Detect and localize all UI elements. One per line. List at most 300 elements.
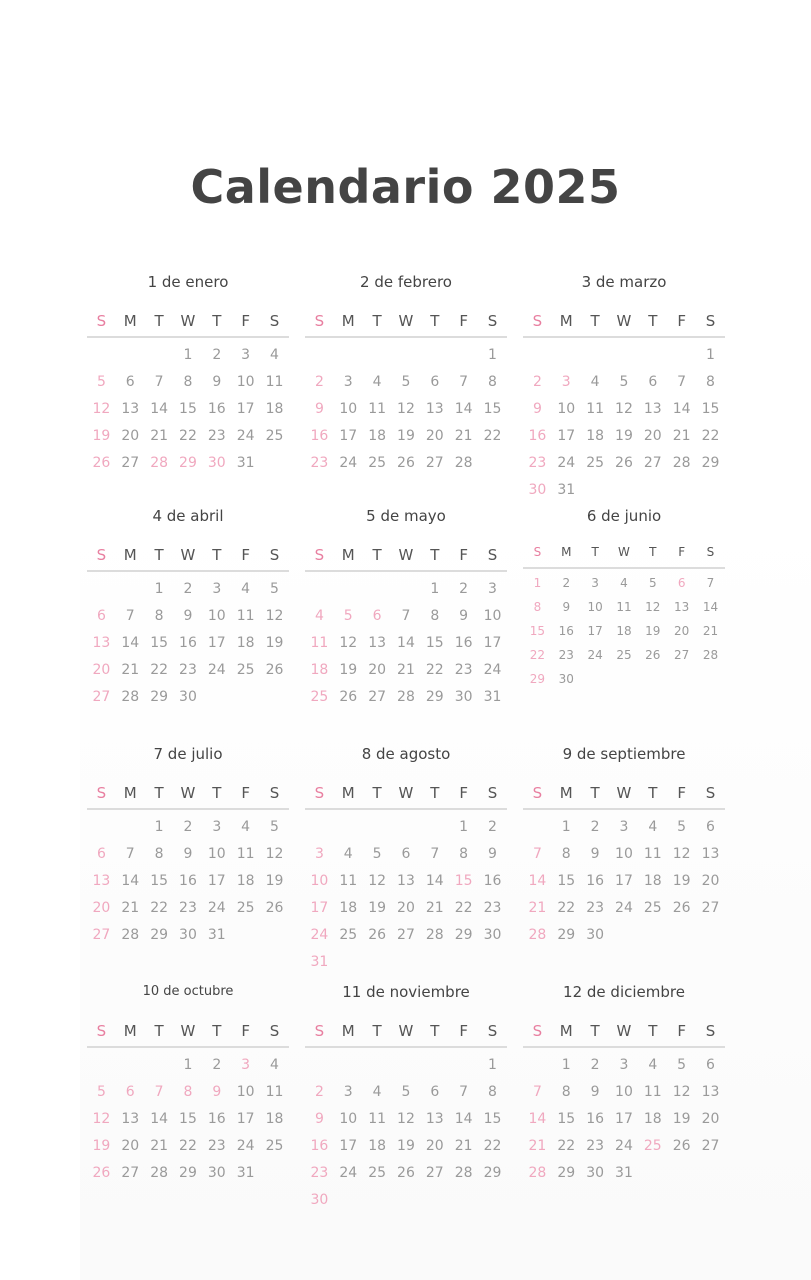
weekday-header: T xyxy=(372,312,382,330)
empty-day-cell xyxy=(420,1052,449,1079)
day-cell: 10 xyxy=(339,401,358,417)
day-cell: 20 xyxy=(643,428,662,444)
day-cell: 14 xyxy=(454,401,473,417)
day-cell: 17 xyxy=(207,635,226,651)
day-cell: 30 xyxy=(483,927,502,943)
week-row xyxy=(87,630,289,657)
day-cell: 2 xyxy=(212,1057,222,1073)
week-row xyxy=(87,1106,289,1133)
week-row xyxy=(305,814,507,841)
day-cell: 11 xyxy=(339,873,358,889)
day-cell: 15 xyxy=(150,635,169,651)
empty-day-cell xyxy=(667,342,696,369)
week-row xyxy=(87,576,289,603)
day-cell: 22 xyxy=(425,662,444,678)
month-name: 4 de abril xyxy=(152,507,224,525)
weekday-header: S xyxy=(269,312,280,330)
day-cell: 7 xyxy=(430,846,440,862)
weekday-header: F xyxy=(677,1022,686,1040)
weekday-header: S xyxy=(269,546,280,564)
day-cell: 8 xyxy=(488,1084,497,1100)
week-row xyxy=(305,576,507,603)
day-cell: 26 xyxy=(397,1165,415,1181)
day-cell: 19 xyxy=(368,900,387,916)
weekday-header: S xyxy=(96,312,107,330)
week-row xyxy=(87,814,289,841)
day-cell: 11 xyxy=(368,401,387,417)
day-cell: 16 xyxy=(179,873,197,889)
day-cell: 16 xyxy=(179,635,197,651)
day-cell: 23 xyxy=(558,648,574,662)
weekday-header-row xyxy=(523,781,725,810)
week-row xyxy=(87,396,289,423)
empty-day-cell xyxy=(87,342,116,369)
month-block xyxy=(305,272,507,477)
day-cell: 2 xyxy=(183,581,193,597)
week-row xyxy=(305,922,507,949)
month-block xyxy=(523,272,725,504)
day-cell: 17 xyxy=(339,428,358,444)
day-cell: 15 xyxy=(454,873,473,889)
empty-day-cell xyxy=(638,477,667,504)
weekday-header: T xyxy=(212,546,222,564)
day-cell: 2 xyxy=(532,374,542,390)
day-cell: 8 xyxy=(183,1084,193,1100)
day-cell: 28 xyxy=(150,1165,169,1181)
day-cell: 29 xyxy=(701,455,720,471)
day-cell: 16 xyxy=(483,873,502,889)
month-block xyxy=(523,506,725,691)
empty-day-cell xyxy=(478,949,507,976)
empty-day-cell xyxy=(667,922,696,949)
day-cell: 25 xyxy=(236,900,255,916)
weekday-header: F xyxy=(241,1022,250,1040)
day-cell: 9 xyxy=(314,1111,324,1127)
month-block xyxy=(87,744,289,949)
empty-day-cell xyxy=(449,1187,478,1214)
week-row xyxy=(523,450,725,477)
day-cell: 11 xyxy=(643,1084,662,1100)
day-cell: 21 xyxy=(150,1138,169,1154)
day-cell: 14 xyxy=(121,635,140,651)
day-cell: 25 xyxy=(643,1138,662,1154)
day-cell: 30 xyxy=(586,1165,605,1181)
day-cell: 19 xyxy=(265,873,284,889)
weekday-header-row xyxy=(305,781,507,810)
weekday-header: M xyxy=(123,312,137,330)
weekday-header: M xyxy=(123,784,137,802)
day-cell: 18 xyxy=(643,873,662,889)
month-name: 8 de agosto xyxy=(361,745,451,763)
weekday-header: S xyxy=(532,312,543,330)
day-cell: 4 xyxy=(620,576,628,590)
day-cell: 10 xyxy=(207,846,226,862)
day-cell: 11 xyxy=(236,846,255,862)
weekday-header: M xyxy=(559,784,573,802)
empty-day-cell xyxy=(696,667,725,691)
day-cell: 21 xyxy=(528,1138,547,1154)
weekday-header: T xyxy=(648,1022,658,1040)
weekday-header: M xyxy=(561,545,572,559)
day-cell: 4 xyxy=(648,819,658,835)
day-cell: 21 xyxy=(454,428,473,444)
empty-day-cell xyxy=(87,576,116,603)
day-cell: 12 xyxy=(265,846,284,862)
weekday-header: M xyxy=(123,546,137,564)
day-cell: 3 xyxy=(591,576,599,590)
weekday-header: S xyxy=(533,545,542,559)
day-cell: 16 xyxy=(310,428,329,444)
day-cell: 1 xyxy=(488,1057,497,1073)
day-cell: 7 xyxy=(125,608,135,624)
day-cell: 17 xyxy=(483,635,502,651)
day-cell: 22 xyxy=(150,900,169,916)
day-cell: 22 xyxy=(483,428,502,444)
week-row xyxy=(305,1133,507,1160)
day-cell: 31 xyxy=(236,455,255,471)
week-row xyxy=(523,895,725,922)
day-cell: 16 xyxy=(558,624,574,638)
day-cell: 24 xyxy=(207,900,226,916)
day-cell: 5 xyxy=(372,846,382,862)
week-row xyxy=(87,922,289,949)
day-cell: 28 xyxy=(121,927,140,943)
weekday-header: T xyxy=(154,546,164,564)
day-cell: 22 xyxy=(557,900,576,916)
month-block xyxy=(305,506,507,711)
day-cell: 14 xyxy=(121,873,140,889)
month-name: 9 de septiembre xyxy=(562,745,686,763)
weekday-header: W xyxy=(180,1022,196,1040)
day-cell: 24 xyxy=(557,455,576,471)
weekday-header: M xyxy=(123,1022,137,1040)
empty-day-cell xyxy=(363,342,392,369)
weekday-header: S xyxy=(487,1022,498,1040)
week-row xyxy=(523,477,725,504)
day-cell: 1 xyxy=(430,581,440,597)
week-row xyxy=(305,423,507,450)
day-cell: 29 xyxy=(179,1165,197,1181)
empty-day-cell xyxy=(145,342,174,369)
day-cell: 15 xyxy=(483,1111,502,1127)
empty-day-cell xyxy=(420,949,449,976)
weekday-header: T xyxy=(648,312,658,330)
day-cell: 16 xyxy=(207,401,226,417)
weekday-header: S xyxy=(705,1022,716,1040)
day-cell: 17 xyxy=(236,401,255,417)
weekday-header: S xyxy=(705,784,716,802)
empty-day-cell xyxy=(231,684,260,711)
weekday-header: S xyxy=(314,1022,325,1040)
week-row xyxy=(305,895,507,922)
day-cell: 24 xyxy=(236,1138,255,1154)
weekday-header: T xyxy=(212,1022,222,1040)
day-cell: 22 xyxy=(454,900,473,916)
day-cell: 6 xyxy=(677,576,686,590)
day-cell: 9 xyxy=(314,401,324,417)
day-cell: 6 xyxy=(706,1057,715,1073)
day-cell: 1 xyxy=(183,1057,193,1073)
day-cell: 7 xyxy=(459,1084,469,1100)
weekday-header: M xyxy=(341,312,355,330)
week-row xyxy=(305,1079,507,1106)
weekday-header: S xyxy=(269,1022,280,1040)
day-cell: 16 xyxy=(586,1111,605,1127)
day-cell: 23 xyxy=(528,455,547,471)
week-row xyxy=(87,895,289,922)
empty-day-cell xyxy=(260,684,289,711)
day-cell: 14 xyxy=(150,401,169,417)
empty-day-cell xyxy=(305,814,334,841)
day-cell: 27 xyxy=(425,455,444,471)
weekday-header: T xyxy=(591,545,599,559)
empty-day-cell xyxy=(696,1160,725,1187)
day-cell: 28 xyxy=(672,455,691,471)
day-cell: 30 xyxy=(586,927,605,943)
day-cell: 1 xyxy=(183,347,193,363)
day-cell: 26 xyxy=(672,1138,691,1154)
day-cell: 22 xyxy=(529,648,546,662)
month-name: 3 de marzo xyxy=(581,273,667,291)
day-cell: 18 xyxy=(643,1111,662,1127)
empty-day-cell xyxy=(145,1052,174,1079)
day-cell: 31 xyxy=(207,927,226,943)
week-row xyxy=(523,1079,725,1106)
day-cell: 24 xyxy=(615,1138,633,1154)
empty-day-cell xyxy=(334,949,363,976)
day-cell: 12 xyxy=(92,1111,111,1127)
weekday-header: T xyxy=(154,312,164,330)
day-cell: 14 xyxy=(425,873,444,889)
day-cell: 23 xyxy=(207,428,226,444)
week-row xyxy=(305,1187,507,1214)
weekday-header: T xyxy=(372,784,382,802)
empty-day-cell xyxy=(334,1187,363,1214)
day-cell: 2 xyxy=(212,347,222,363)
weekday-header: S xyxy=(314,312,325,330)
day-cell: 29 xyxy=(454,927,473,943)
day-cell: 30 xyxy=(558,672,574,686)
day-cell: 25 xyxy=(265,428,284,444)
day-cell: 27 xyxy=(643,455,662,471)
empty-day-cell xyxy=(667,1160,696,1187)
day-cell: 21 xyxy=(454,1138,473,1154)
day-cell: 6 xyxy=(706,819,715,835)
day-cell: 22 xyxy=(557,1138,576,1154)
empty-day-cell xyxy=(363,814,392,841)
day-cell: 7 xyxy=(532,1084,542,1100)
empty-day-cell xyxy=(581,342,610,369)
empty-day-cell xyxy=(334,342,363,369)
weekday-header: T xyxy=(154,784,164,802)
day-cell: 24 xyxy=(207,662,226,678)
day-cell: 27 xyxy=(368,689,387,705)
weekday-header-row xyxy=(87,1019,289,1048)
weekday-header-row xyxy=(305,543,507,572)
day-cell: 7 xyxy=(154,374,164,390)
week-row xyxy=(523,619,725,643)
empty-day-cell xyxy=(610,477,639,504)
empty-day-cell xyxy=(523,814,552,841)
day-cell: 18 xyxy=(236,873,255,889)
week-row xyxy=(87,868,289,895)
day-cell: 3 xyxy=(241,347,251,363)
week-row xyxy=(87,342,289,369)
empty-day-cell xyxy=(260,922,289,949)
day-cell: 1 xyxy=(561,1057,571,1073)
empty-day-cell xyxy=(392,342,421,369)
weekday-header: F xyxy=(459,784,468,802)
empty-day-cell xyxy=(696,477,725,504)
day-cell: 29 xyxy=(557,927,576,943)
weekday-header: S xyxy=(532,1022,543,1040)
week-row xyxy=(305,369,507,396)
week-row xyxy=(87,1079,289,1106)
empty-day-cell xyxy=(610,922,639,949)
weekday-header: W xyxy=(398,1022,414,1040)
day-cell: 26 xyxy=(397,455,415,471)
empty-day-cell xyxy=(363,1052,392,1079)
day-cell: 21 xyxy=(121,900,140,916)
week-row xyxy=(305,657,507,684)
month-name: 7 de julio xyxy=(153,745,223,763)
day-cell: 31 xyxy=(615,1165,633,1181)
weekday-header: F xyxy=(678,545,686,559)
day-cell: 1 xyxy=(154,819,164,835)
day-cell: 23 xyxy=(454,662,473,678)
day-cell: 27 xyxy=(92,927,111,943)
day-cell: 15 xyxy=(529,624,546,638)
empty-day-cell xyxy=(581,477,610,504)
day-cell: 4 xyxy=(372,374,382,390)
day-cell: 8 xyxy=(706,374,715,390)
day-cell: 18 xyxy=(368,428,387,444)
week-row xyxy=(305,1052,507,1079)
weekday-header: T xyxy=(590,312,600,330)
week-row xyxy=(305,450,507,477)
day-cell: 6 xyxy=(401,846,411,862)
day-cell: 6 xyxy=(430,374,440,390)
month-name: 2 de febrero xyxy=(360,273,452,291)
day-cell: 26 xyxy=(645,648,661,662)
day-cell: 27 xyxy=(674,648,690,662)
day-cell: 10 xyxy=(615,1084,633,1100)
day-cell: 1 xyxy=(533,576,542,590)
weekday-header: T xyxy=(212,784,222,802)
empty-day-cell xyxy=(305,1052,334,1079)
day-cell: 10 xyxy=(207,608,226,624)
day-cell: 12 xyxy=(368,873,387,889)
day-cell: 13 xyxy=(121,401,140,417)
day-cell: 11 xyxy=(265,1084,284,1100)
day-cell: 9 xyxy=(459,608,469,624)
day-cell: 15 xyxy=(557,1111,576,1127)
day-cell: 26 xyxy=(265,900,284,916)
weekday-header: F xyxy=(459,546,468,564)
week-row xyxy=(523,1106,725,1133)
day-cell: 6 xyxy=(125,374,135,390)
empty-day-cell xyxy=(392,576,421,603)
day-cell: 7 xyxy=(532,846,542,862)
empty-day-cell xyxy=(667,667,696,691)
day-cell: 16 xyxy=(310,1138,329,1154)
day-cell: 21 xyxy=(672,428,691,444)
day-cell: 30 xyxy=(528,482,547,498)
empty-day-cell xyxy=(420,1187,449,1214)
day-cell: 21 xyxy=(150,428,169,444)
empty-day-cell xyxy=(202,684,231,711)
day-cell: 25 xyxy=(236,662,255,678)
week-row xyxy=(87,657,289,684)
day-cell: 12 xyxy=(397,401,415,417)
week-row xyxy=(87,450,289,477)
weekday-header: M xyxy=(341,784,355,802)
day-cell: 8 xyxy=(561,846,571,862)
day-cell: 18 xyxy=(265,1111,284,1127)
day-cell: 2 xyxy=(590,1057,600,1073)
day-cell: 7 xyxy=(401,608,411,624)
day-cell: 19 xyxy=(92,1138,111,1154)
day-cell: 19 xyxy=(397,1138,415,1154)
empty-day-cell xyxy=(449,1052,478,1079)
day-cell: 13 xyxy=(674,600,690,614)
day-cell: 24 xyxy=(587,648,603,662)
day-cell: 26 xyxy=(339,689,358,705)
day-cell: 24 xyxy=(483,662,502,678)
day-cell: 30 xyxy=(207,455,226,471)
day-cell: 12 xyxy=(615,401,633,417)
weekday-header: T xyxy=(372,546,382,564)
day-cell: 22 xyxy=(150,662,169,678)
week-row xyxy=(523,814,725,841)
day-cell: 12 xyxy=(339,635,358,651)
day-cell: 4 xyxy=(270,1057,279,1073)
empty-day-cell xyxy=(420,814,449,841)
day-cell: 23 xyxy=(586,1138,605,1154)
day-cell: 10 xyxy=(483,608,502,624)
day-cell: 15 xyxy=(150,873,169,889)
day-cell: 30 xyxy=(179,927,197,943)
weekday-header: S xyxy=(532,784,543,802)
weekday-header: S xyxy=(96,546,107,564)
weekday-header-row xyxy=(305,309,507,338)
week-row xyxy=(87,1160,289,1187)
day-cell: 11 xyxy=(586,401,605,417)
empty-day-cell xyxy=(610,342,639,369)
week-row xyxy=(305,1106,507,1133)
day-cell: 11 xyxy=(236,608,255,624)
day-cell: 19 xyxy=(615,428,633,444)
weekday-header: W xyxy=(398,546,414,564)
month-block xyxy=(87,982,289,1187)
week-row xyxy=(523,868,725,895)
day-cell: 12 xyxy=(672,1084,691,1100)
day-cell: 27 xyxy=(397,927,415,943)
day-cell: 15 xyxy=(701,401,720,417)
day-cell: 5 xyxy=(270,581,279,597)
weekday-header: S xyxy=(96,1022,107,1040)
empty-day-cell xyxy=(334,1052,363,1079)
day-cell: 24 xyxy=(339,1165,358,1181)
weekday-header: S xyxy=(487,312,498,330)
day-cell: 10 xyxy=(587,600,603,614)
month-block xyxy=(87,272,289,477)
weekday-header: M xyxy=(341,546,355,564)
day-cell: 2 xyxy=(183,819,193,835)
week-row xyxy=(87,603,289,630)
empty-day-cell xyxy=(87,814,116,841)
weekday-header: T xyxy=(590,784,600,802)
